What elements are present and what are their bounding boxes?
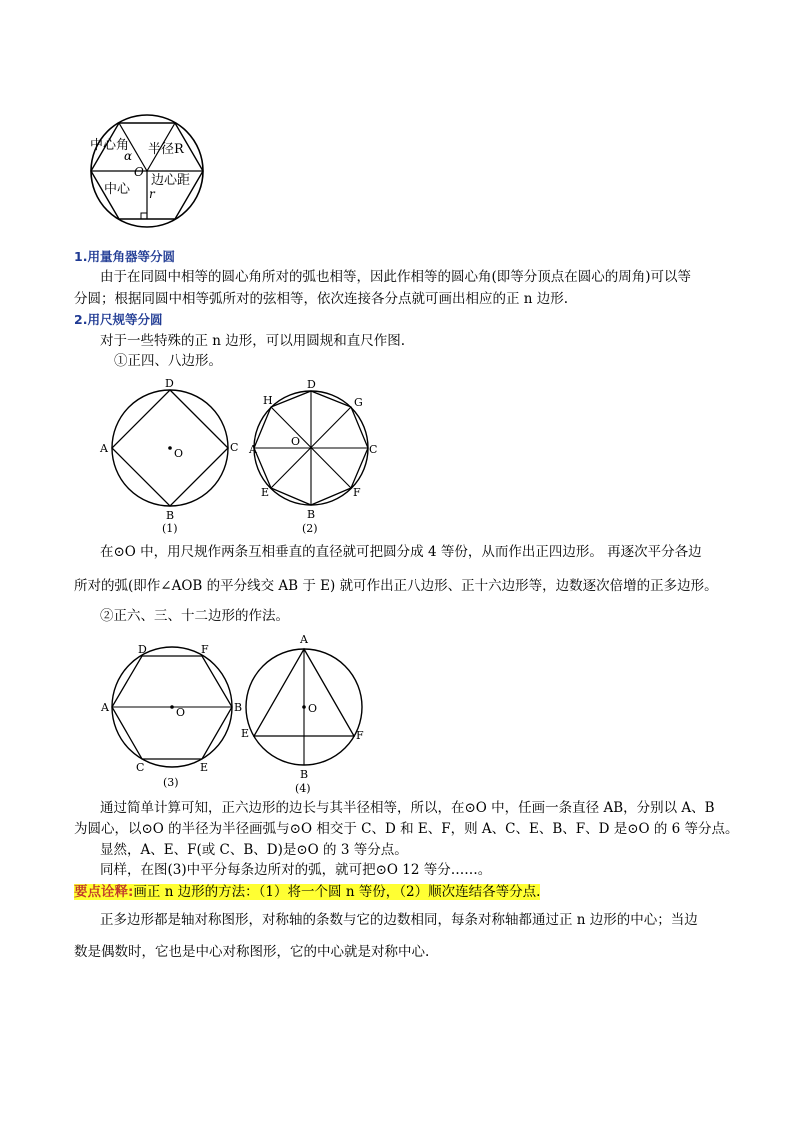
r-label: r [149,187,155,201]
fig3-label-o: O [176,706,186,719]
key-points-text: 画正 n 边形的方法：（1）将一个圆 n 等份，（2）顺次连结各等分点. [133,884,541,900]
section1-heading: 1.用量角器等分圆 [74,249,175,264]
fig2-label-g: G [354,396,363,409]
figure-2-octagon [250,375,380,535]
hexagon-terms-figure [84,98,214,228]
para2-line2: 为圆心，以⊙O 的半径为半径画弧与⊙O 相交于 C、D 和 E、F，则 A、C、E、B、F、D 是⊙O 的 6 等分点。 [74,821,739,837]
apothem-label: 边心距 [151,173,191,188]
fig2-label-f: F [353,486,361,499]
key-points-line2: 数是偶数时，它也是中心对称图形，它的中心就是对称中心. [74,944,430,960]
section2-heading: 2.用尺规等分圆 [74,312,163,327]
figure-3-hexagon [96,640,246,792]
fig3-label-e: E [200,761,209,774]
section2-sub2: ②正六、三、十二边形的作法。 [100,608,289,624]
section2-intro: 对于一些特殊的正 n 边形，可以用圆规和直尺作图. [100,333,406,349]
key-points-line [74,883,540,901]
section1-line1: 由于在同圆中相等的圆心角所对的弧也相等，因此作相等的圆心角(即等分顶点在圆心的周角)可以等 [100,269,692,285]
fig2-label-d: D [307,378,316,391]
center-o-label: O [134,165,144,179]
fig3-caption: (3) [163,776,179,789]
para2-line4: 同样，在图(3)中平分每条边所对的弧，就可把⊙O 12 等分……。 [100,862,492,878]
fig1-label-b: B [166,509,175,522]
fig3-label-c: C [136,761,145,774]
fig4-label-f: F [356,729,364,742]
central-angle-label: 中心角 [90,138,130,153]
fig2-label-b: B [307,508,316,521]
radius-label: 半径R [148,142,184,157]
fig3-label-f: F [201,643,209,656]
key-points-label: 要点诠释: [74,884,134,900]
fig3-label-d: D [138,643,147,656]
fig4-label-b: B [300,768,309,781]
fig3-label-b: B [234,701,243,714]
fig4-label-o: O [308,702,318,715]
para2-line3: 显然，A、E、F(或 C、B、D)是⊙O 的 3 等分点。 [100,842,408,858]
fig2-label-a: A [249,443,257,456]
fig4-caption: (4) [295,782,311,795]
fig1-caption: (1) [162,522,178,535]
fig2-label-e: E [261,486,270,499]
key-points-line1: 正多边形都是轴对称图形，对称轴的条数与它的边数相同，每条对称轴都通过正 n 边形的中心；当边 [100,912,698,928]
fig1-label-d: D [165,377,174,390]
fig1-label-a: A [100,442,108,455]
para1-line2: 所对的弧(即作∠AOB 的平分线交 AB 于 E) 就可作出正八边形、正十六边形等，边数逐次倍增的正多边形。 [74,578,718,594]
para1-line1: 在⊙O 中，用尺规作两条互相垂直的直径就可把圆分成 4 等份，从而作出正四边形。 再逐次平分各边 [100,544,702,560]
figure-1-square [96,375,246,535]
fig4-label-e: E [241,727,250,740]
fig4-label-a: A [300,633,308,646]
fig1-label-o: O [174,447,184,460]
fig2-caption: (2) [302,522,318,535]
alpha-label: α [124,149,133,163]
fig3-label-a: A [101,701,109,714]
fig2-label-h: H [263,394,273,407]
fig2-label-o: O [291,435,301,448]
section2-sub1: ①正四、八边形。 [114,353,222,369]
center-label: 中心 [104,182,131,197]
figure-4-triangle [232,630,372,805]
para2-line1: 通过简单计算可知，正六边形的边长与其半径相等，所以，在⊙O 中，任画一条直径 AB，分别以 A、B [100,800,715,816]
section1-line2: 分圆；根据同圆中相等弧所对的弦相等，依次连接各分点就可画出相应的正 n 边形. [74,291,569,307]
fig2-label-c: C [369,443,378,456]
fig1-label-c: C [230,441,239,454]
